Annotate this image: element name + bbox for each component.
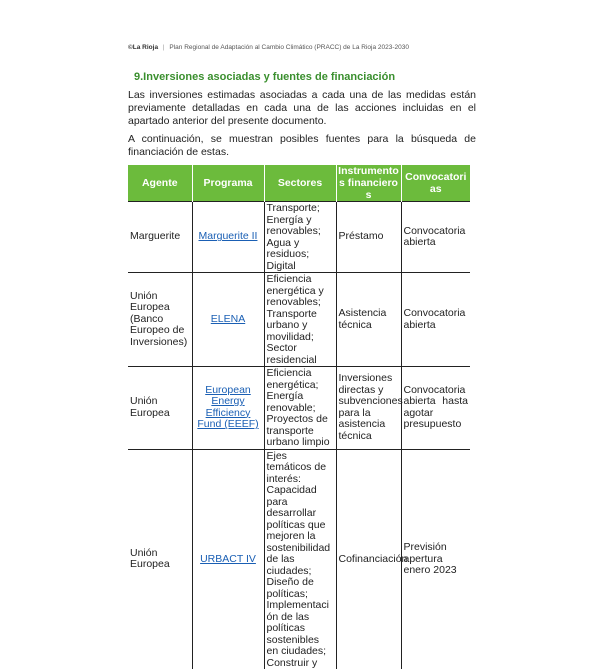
cell-sectores: Eficiencia energética y renovables; Transporte urbano y movilidad; Sector residencial — [264, 273, 336, 367]
cell-convocatorias: Convocatoria abierta — [401, 202, 470, 273]
table-row — [128, 202, 470, 273]
program-link[interactable]: URBACT IV — [200, 552, 256, 565]
header-instrumentos: Instrumentos financieros — [336, 165, 401, 202]
cell-agente: Unión Europea — [128, 367, 192, 450]
intro-paragraph: Las inversiones estimadas asociadas a cada una de las medidas están previamente detalladas en cada una de las acciones incluidas en el apartado anterior del presente documento. — [128, 89, 476, 127]
page-header — [128, 44, 409, 51]
cell-instrumentos: Inversiones directas y subvenciones para la asistencia técnica — [336, 367, 401, 450]
cell-sectores: Eficiencia energética; Energía renovable; Proyectos de transporte urbano limpio — [264, 367, 336, 450]
table-row — [128, 273, 470, 367]
table-row — [128, 449, 470, 669]
cell-instrumentos: Asistencia técnica — [336, 273, 401, 367]
header-title: Plan Regional de Adaptación al Cambio Climático (PRACC) de La Rioja 2023-2030 — [169, 44, 409, 51]
cell-convocatorias: Convocatoria abierta hasta agotar presupuesto — [401, 367, 470, 450]
section-title: 9.Inversiones asociadas y fuentes de financiación — [134, 71, 396, 83]
table-header-row — [128, 165, 470, 202]
program-link[interactable]: European Energy Efficiency Fund (EEEF) — [197, 383, 259, 431]
cell-programa — [192, 202, 264, 273]
header-agente: Agente — [128, 165, 192, 202]
cell-programa — [192, 449, 264, 669]
cell-agente: Marguerite — [128, 202, 192, 273]
cell-sectores: Ejes temáticos de interés: Capacidad para desarrollar políticas que mejoren la sostenibilidad de las ciudades; Diseño de políticas; Implementación de las políticas sostenibles en ciudades; Construir y — [264, 449, 336, 669]
cell-instrumentos: Cofinanciación — [336, 449, 401, 669]
cell-convocatorias: Convocatoria abierta — [401, 273, 470, 367]
sources-paragraph: A continuación, se muestran posibles fuentes para la búsqueda de financiación de estas. — [128, 133, 476, 158]
financing-table — [128, 165, 470, 669]
cell-sectores: Transporte; Energía y renovables; Agua y residuos; Digital — [264, 202, 336, 273]
header-convocatorias: Convocatorias — [401, 165, 470, 202]
program-link[interactable]: ELENA — [210, 312, 246, 325]
header-sectores: Sectores — [264, 165, 336, 202]
cell-agente: Unión Europea — [128, 449, 192, 669]
la-rioja-logo: ©La Rioja — [128, 44, 159, 51]
program-link[interactable]: Marguerite II — [198, 230, 258, 243]
cell-convocatorias: Previsión apertura enero 2023 — [401, 449, 470, 669]
header-programa: Programa — [192, 165, 264, 202]
header-separator: | — [162, 44, 165, 51]
cell-instrumentos: Préstamo — [336, 202, 401, 273]
cell-programa — [192, 367, 264, 450]
cell-agente: Unión Europea (Banco Europeo de Inversiones) — [128, 273, 192, 367]
table-row — [128, 367, 470, 450]
cell-programa — [192, 273, 264, 367]
